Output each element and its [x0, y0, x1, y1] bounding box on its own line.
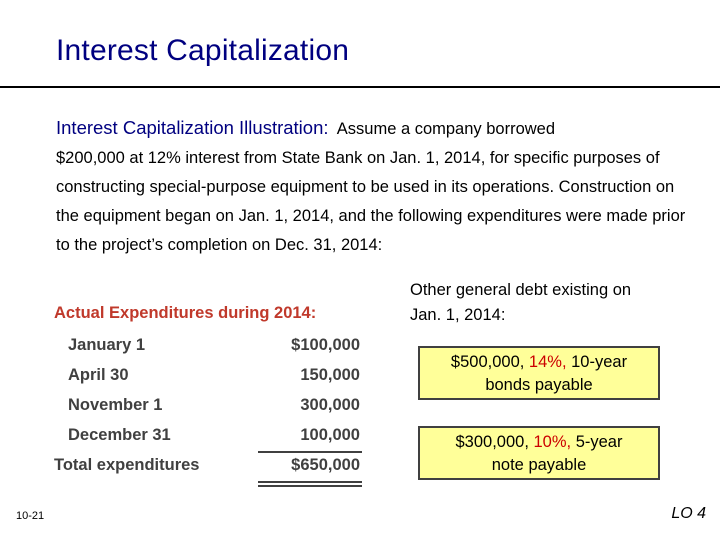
- expenditure-row: [54, 396, 364, 420]
- total-double-rule-top: [258, 481, 362, 483]
- expenditure-amount: $100,000: [291, 336, 360, 354]
- debt-rate: 14%,: [528, 353, 567, 371]
- debt-amount: $300,000,: [455, 433, 529, 451]
- other-debt-heading: [410, 278, 631, 328]
- expenditure-amount: 100,000: [300, 426, 360, 444]
- paragraph-first-line: [56, 113, 696, 144]
- subtotal-rule: [258, 451, 362, 453]
- other-debt-line2: Jan. 1, 2014:: [410, 306, 506, 324]
- expenditures-title: Actual Expenditures during 2014:: [54, 304, 317, 322]
- illustration-lead: Interest Capitalization Illustration:: [56, 117, 329, 138]
- expenditure-row: [54, 366, 364, 390]
- debt-amount: $500,000,: [450, 353, 525, 371]
- illustration-paragraph: [56, 113, 696, 260]
- debt-line2: note payable: [491, 456, 587, 474]
- debt-line1: [420, 431, 658, 454]
- debt-term: 10-year: [571, 353, 628, 371]
- expenditure-date: April 30: [68, 366, 129, 384]
- note-payable-box: [418, 426, 660, 480]
- expenditure-date: December 31: [68, 426, 171, 444]
- title-divider: [0, 86, 720, 88]
- debt-rate: 10%,: [533, 433, 572, 451]
- expenditure-date: November 1: [68, 396, 163, 414]
- total-double-rule-bottom: [258, 485, 362, 487]
- debt-line2: bonds payable: [485, 376, 593, 394]
- total-amount: $650,000: [291, 456, 360, 474]
- paragraph-body: $200,000 at 12% interest from State Bank on Jan. 1, 2014, for specific purposes of constructing special-purpose equipment to be used in its operations. Construction on the equipment began on Jan. 1, 2014, and the following expenditures were made prior to the project’s completion on Dec. 31, 2014:: [56, 149, 686, 254]
- slide-title: Interest Capitalization: [56, 34, 350, 67]
- bonds-payable-box: [418, 346, 660, 400]
- expenditure-row: [54, 336, 364, 360]
- total-row: [54, 456, 364, 480]
- learning-objective: LO 4: [671, 505, 706, 522]
- expenditure-amount: 300,000: [300, 396, 360, 414]
- paragraph-line1-rest: Assume a company borrowed: [336, 120, 556, 138]
- other-debt-line1: Other general debt existing on: [410, 281, 632, 299]
- slide-number: 10-21: [16, 510, 45, 522]
- debt-term: 5-year: [575, 433, 623, 451]
- total-label: Total expenditures: [54, 456, 200, 474]
- expenditure-row: [54, 426, 364, 450]
- expenditure-date: January 1: [68, 336, 146, 354]
- expenditure-amount: 150,000: [300, 366, 360, 384]
- debt-line1: [420, 351, 658, 374]
